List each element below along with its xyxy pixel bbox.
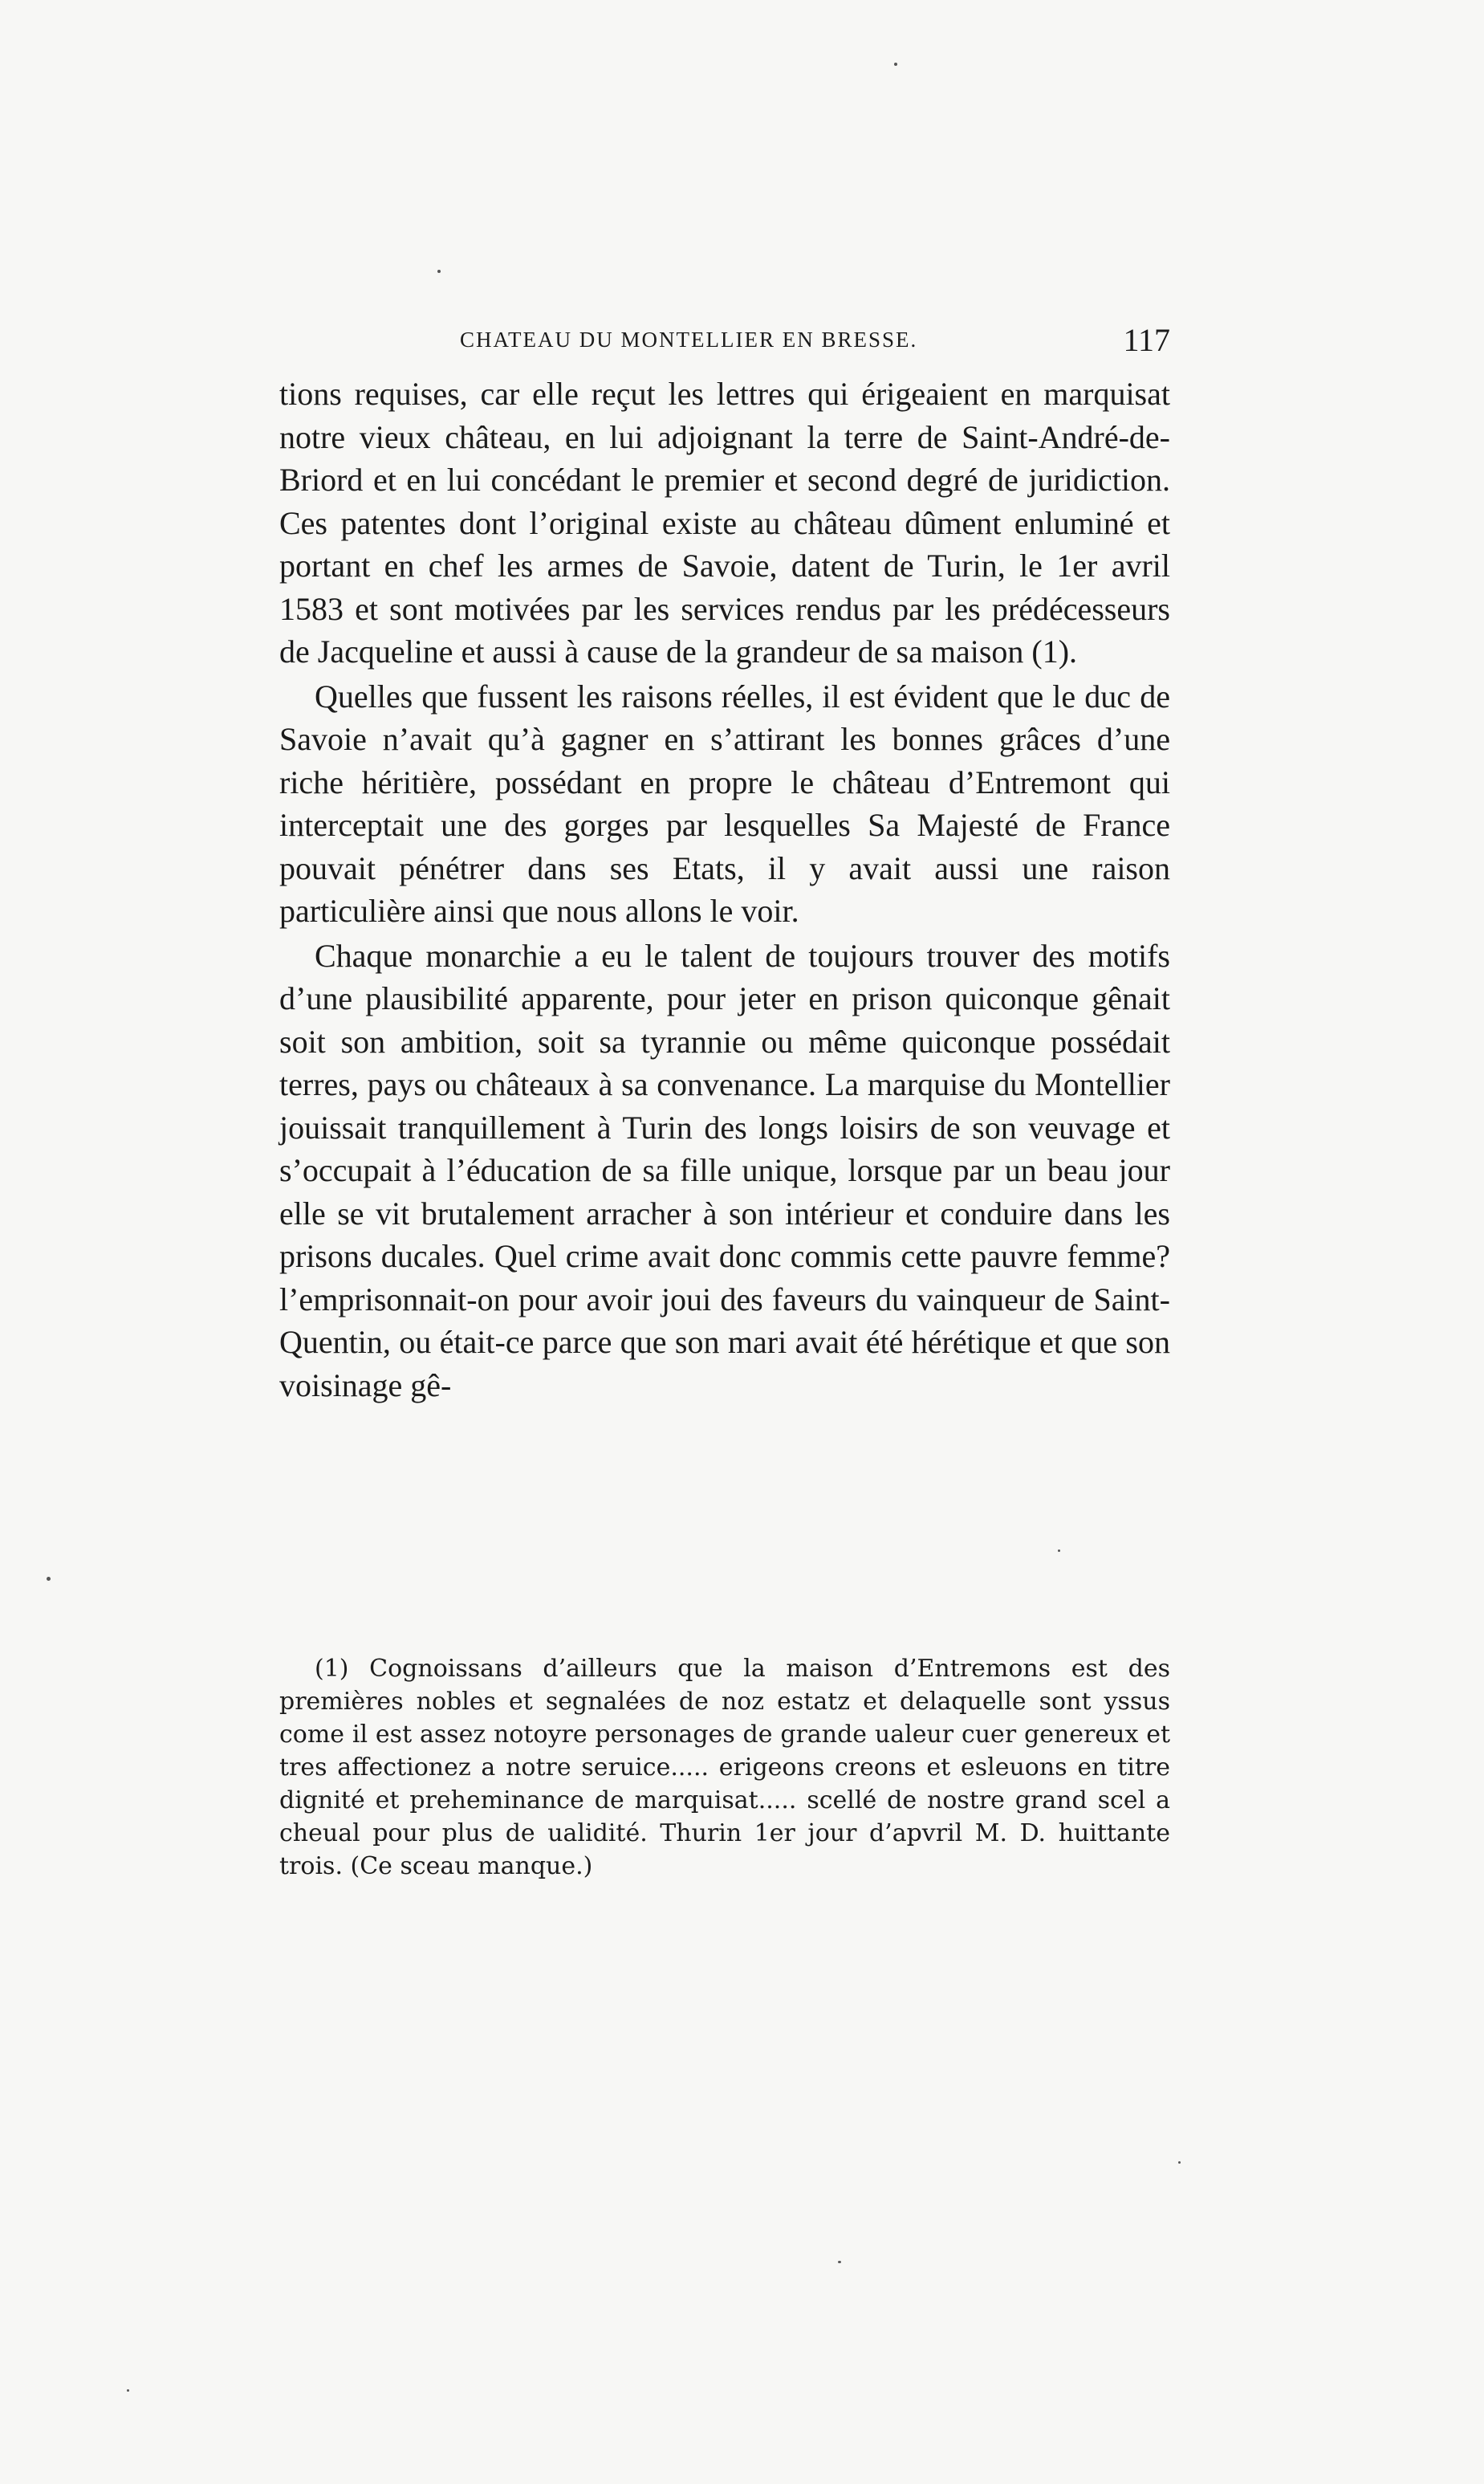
running-title: CHATEAU DU MONTELLIER EN BRESSE. (460, 328, 918, 352)
footnote-1: (1) Cognoissans d’ailleurs que la maison d’Entremons est des premières nobles et segnalées de noz estatz et delaquelle sont yssus come il est assez notoyre personages de grande ualeur cuer genereux et tres affectionez a notre seruice..... erigeons creons et esleuons en titre dignité et preheminance de marquisat..... scellé de nostre grand scel a cheual pour plus de ualidité. Thurin 1er jour d’apvril M. D. huittante trois. (Ce sceau manque.) (279, 1655, 1170, 1880)
body-paragraph-2: Quelles que fussent les raisons réelles, il est évident que le duc de Savoie n’avait qu’à gagner en s’attirant les bonnes grâces d’une riche héritière, possédant en propre le château d’Entremont qui interceptait une des gorges par lesquelles Sa Majesté de France pouvait pénétrer dans ses Etats, il y avait aussi une raison particulière ainsi que nous allons le voir. (279, 678, 1170, 929)
scan-speck (1178, 2161, 1181, 2164)
scan-speck (47, 1577, 51, 1581)
scan-speck (127, 2389, 129, 2392)
body-text (279, 373, 1170, 1407)
body-paragraph-1: tions requises, car elle reçut les lettres qui érigeaient en marquisat notre vieux château, en lui adjoignant la terre de Saint-André-de-Briord et en lui concédant le premier et second degré de juridiction. Ces patentes dont l’original existe au château dûment enluminé et portant en chef les armes de Savoie, datent de Turin, le 1er avril 1583 et sont motivées par les services rendus par les prédécesseurs de Jacqueline et aussi à cause de la grandeur de sa maison (1). (279, 376, 1170, 670)
body-paragraph-3: Chaque monarchie a eu le talent de toujours trouver des motifs d’une plausibilité apparente, pour jeter en prison quiconque gênait soit son ambition, soit sa tyrannie ou même quiconque possédait terres, pays ou châteaux à sa convenance. La marquise du Montellier jouissait tranquillement à Turin des longs loisirs de son veuvage et s’occupait à l’éducation de sa fille unique, lorsque par un beau jour elle se vit brutalement arracher à son intérieur et conduire dans les prisons ducales. Quel crime avait donc commis cette pauvre femme? l’emprisonnait-on pour avoir joui des faveurs du vainqueur de Saint-Quentin, ou était-ce parce que son mari avait été hérétique et que son voisinage gê- (279, 937, 1170, 1403)
scan-speck (838, 2261, 841, 2263)
running-head (279, 321, 1170, 369)
scan-speck (1058, 1549, 1060, 1552)
scan-speck (894, 63, 897, 66)
footnotes (279, 1652, 1170, 1883)
page-number: 117 (1123, 322, 1170, 358)
scan-speck (437, 270, 441, 273)
